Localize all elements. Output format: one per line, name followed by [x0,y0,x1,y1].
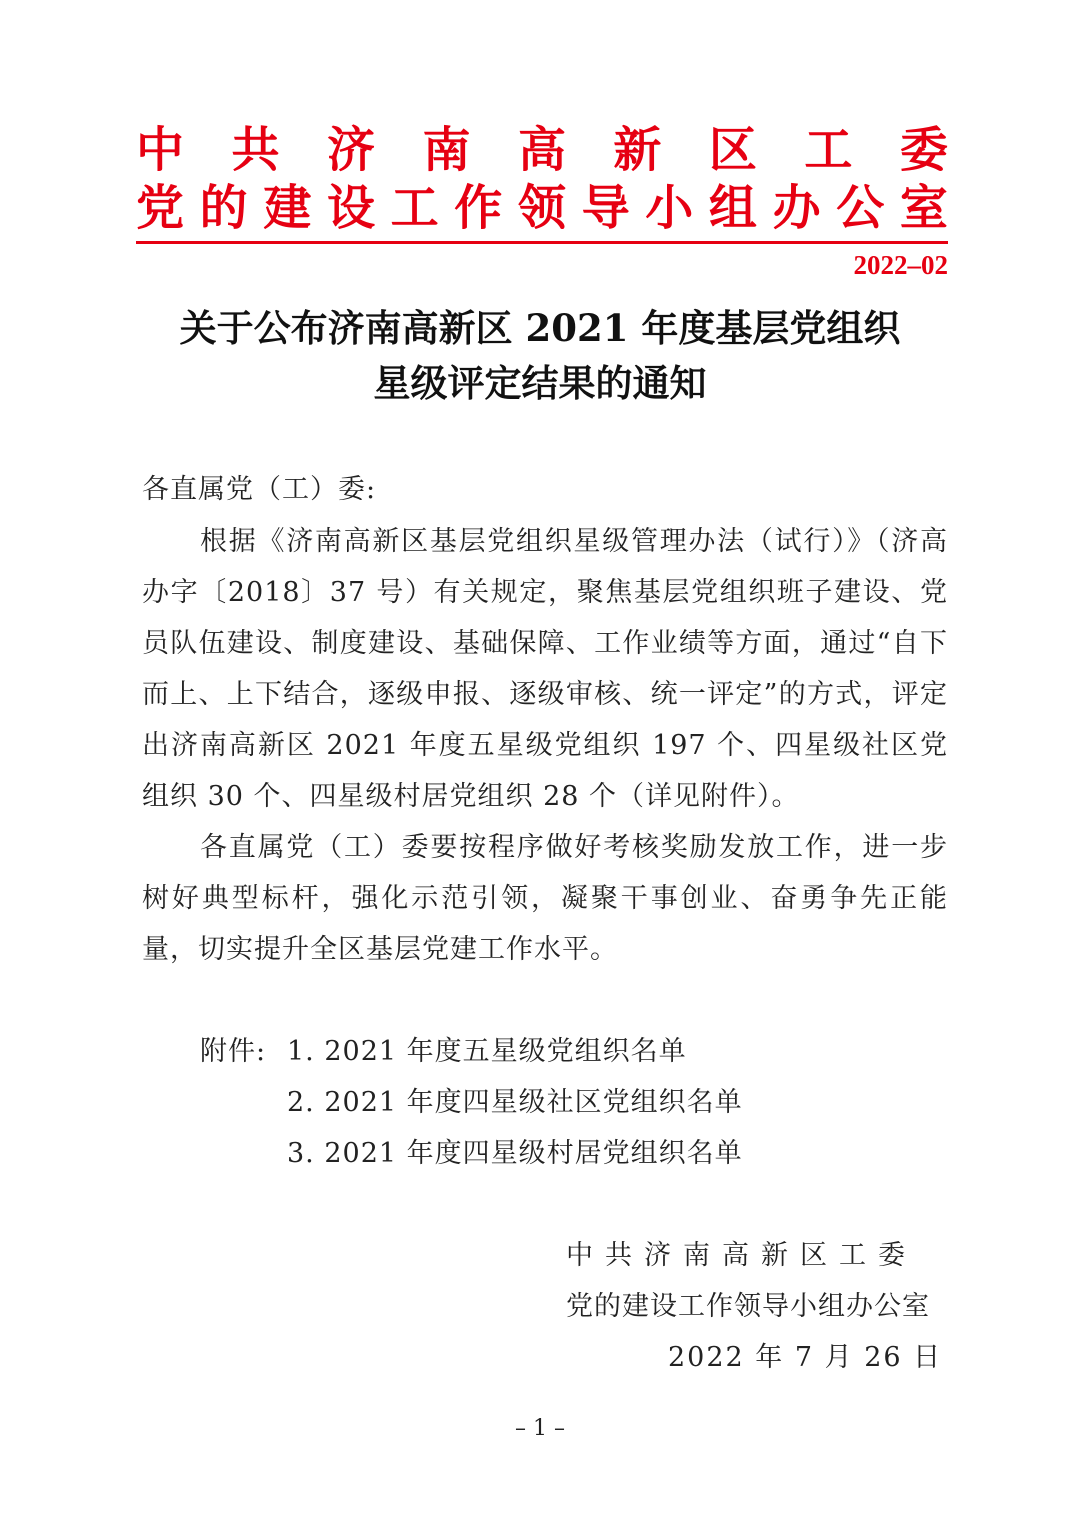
header-char: 办 [772,180,821,236]
header-char: 室 [899,180,948,236]
header-char: 新 [613,122,662,178]
header-char: 公 [836,180,885,236]
header-char: 的 [199,180,248,236]
header-char: 领 [517,180,566,236]
attachment-item: 3. 2021 年度四星级村居党组织名单 [287,1138,743,1169]
header-char: 导 [581,180,630,236]
header-char: 小 [645,180,694,236]
signature-org-line-1: 中共济南高新区工委 [566,1240,917,1271]
document-number: 2022–02 [853,250,948,280]
document-title-line-1: 关于公布济南高新区 2021 年度基层党组织 [179,306,901,350]
signature-date: 2022 年 7 月 26 日 [668,1342,943,1373]
header-char: 党 [136,180,185,236]
header-char: 高 [517,122,566,178]
header-char: 工 [804,122,853,178]
signature-org-line-2: 党的建设工作领导小组办公室 [566,1291,930,1322]
body-paragraph-1: 根据《济南高新区基层党组织星级管理办法（试行）》（济高办字〔2018〕37 号）有关规定，聚焦基层党组织班子建设、党员队伍建设、制度建设、基础保障、工作业绩等方面，通过“自下而上、上下结合，逐级申报、逐级审核、统一评定”的方式，评定出济南高新区 2021 年度五星级党组织 197 个、四星级社区党组织 30 个、四星级村居党组织 28 个（详见附件）。 [142,526,948,812]
header-char: 作 [454,180,503,236]
header-char: 委 [899,122,948,178]
header-char: 组 [708,180,757,236]
body-paragraph-2: 各直属党（工）委要按程序做好考核奖励发放工作，进一步树好典型标杆，强化示范引领，凝聚干事创业、奋勇争先正能量，切实提升全区基层党建工作水平。 [142,832,948,965]
attachment-item: 2. 2021 年度四星级社区党组织名单 [287,1087,743,1118]
header-char: 济 [326,122,375,178]
page-number: – 1 – [515,1416,565,1441]
header-line-1 [136,122,948,178]
header-divider [136,241,948,244]
header-char: 建 [263,180,312,236]
document-title-line-2: 星级评定结果的通知 [373,361,707,405]
header-char: 中 [136,122,185,178]
header-line-2 [136,180,948,236]
salutation: 各直属党（工）委: [142,474,377,505]
header-char: 南 [422,122,471,178]
header-char: 区 [708,122,757,178]
header-char: 共 [231,122,280,178]
attachment-item: 1. 2021 年度五星级党组织名单 [287,1036,687,1067]
attachments-label: 附件: [200,1036,267,1067]
header-char: 设 [326,180,375,236]
header-char: 工 [390,180,439,236]
